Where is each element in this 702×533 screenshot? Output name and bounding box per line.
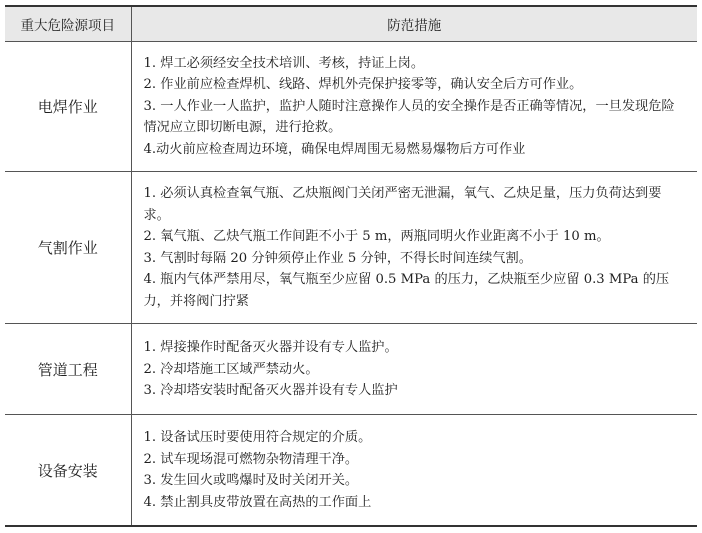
measure-item: 4.动火前应检查周边环境，确保电焊周围无易燃易爆物后方可作业	[143, 141, 526, 157]
measure-item: 1. 必须认真检查氧气瓶、乙炔瓶阀门关闭严密无泄漏，氧气、乙炔足量，压力负荷达到要求。	[143, 186, 662, 223]
measure-item: 4. 禁止割具皮带放置在高热的工作面上	[143, 494, 372, 510]
hazard-name: 管道工程	[5, 324, 131, 415]
measure-item: 2. 冷却塔施工区域严禁动火。	[143, 361, 319, 377]
measure-item: 2. 试车现场混可燃物杂物清理干净。	[143, 451, 359, 467]
measures-cell	[131, 324, 697, 415]
measure-item: 1. 焊接操作时配备灭火器并设有专人监护。	[143, 340, 398, 356]
header-row	[5, 6, 697, 42]
hazard-name: 气割作业	[5, 172, 131, 324]
measure-item: 3. 发生回火或鸣爆时及时关闭开关。	[143, 473, 359, 489]
measure-item: 4. 瓶内气体严禁用尽，氧气瓶至少应留 0.5 MPa 的压力，乙炔瓶至少应留 0.3 MPa 的压力，并将阀门拧紧	[143, 272, 670, 309]
header-measures: 防范措施	[131, 6, 697, 42]
measures-cell	[131, 172, 697, 324]
measure-item: 1. 焊工必须经安全技术培训、考核，持证上岗。	[143, 55, 425, 71]
measure-item: 1. 设备试压时要使用符合规定的介质。	[143, 430, 372, 446]
measure-item: 2. 作业前应检查焊机、线路、焊机外壳保护接零等，确认安全后方可作业。	[143, 77, 583, 93]
measure-item: 3. 气割时每隔 20 分钟须停止作业 5 分钟，不得长时间连续气割。	[143, 250, 532, 266]
measures-cell	[131, 415, 697, 526]
measure-item: 3. 冷却塔安装时配备灭火器并设有专人监护	[143, 383, 398, 399]
hazard-measures-table	[5, 5, 697, 527]
table-row	[5, 324, 697, 415]
hazard-name: 电焊作业	[5, 42, 131, 172]
header-hazard-item: 重大危险源项目	[5, 6, 131, 42]
table-row	[5, 42, 697, 172]
table-row	[5, 415, 697, 526]
hazard-name: 设备安装	[5, 415, 131, 526]
measure-item: 3. 一人作业一人监护，监护人随时注意操作人员的安全操作是否正确等情况，一旦发现危险情况应立即切断电源，进行抢救。	[143, 98, 675, 136]
measure-item: 2. 氧气瓶、乙炔气瓶工作间距不小于 5 m，两瓶同明火作业距离不小于 10 m。	[143, 229, 610, 245]
measures-cell	[131, 42, 697, 172]
table-row	[5, 172, 697, 324]
